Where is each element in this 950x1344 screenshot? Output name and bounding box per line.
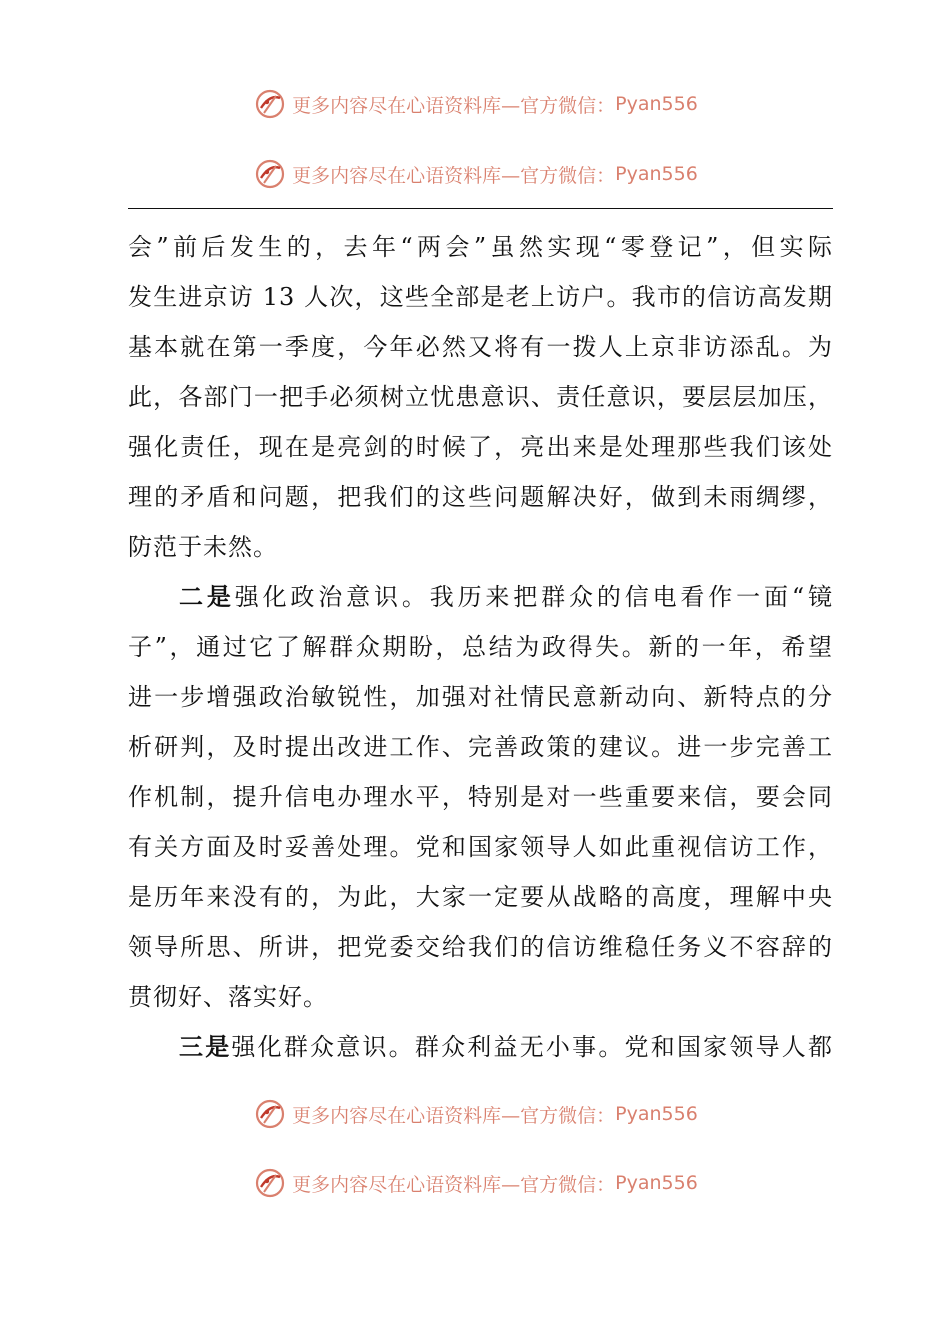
text-line: 强化责任，现在是亮剑的时候了，亮出来是处理那些我们该处 [128, 433, 833, 461]
text-line: 会”前后发生的，去年“两会”虽然实现“零登记”，但实际 [128, 233, 833, 261]
paragraph-first-line [128, 572, 833, 622]
watermark-text: 更多内容尽在心语资料库—官方微信： [292, 94, 616, 117]
paragraph-first-line [128, 1022, 833, 1072]
seal-logo-icon [252, 1165, 288, 1201]
watermark-banner [0, 1094, 950, 1134]
watermark-wechat-id: Pyan556 [615, 163, 698, 185]
watermark-banner [0, 84, 950, 124]
watermark-wechat-id: Pyan556 [615, 1103, 698, 1125]
text-line: 贯彻好、落实好。 [128, 983, 328, 1011]
watermark-wechat-id: Pyan556 [615, 93, 698, 115]
seal-logo-icon [252, 86, 288, 122]
header-divider [128, 208, 833, 209]
seal-logo-icon [252, 156, 288, 192]
text-line: 此，各部门一把手必须树立忧患意识、责任意识，要层层加压， [128, 383, 833, 411]
text-line: 领导所思、所讲，把党委交给我们的信访维稳任务义不容辞的 [128, 933, 833, 961]
paragraph-first-text: 强化群众意识。群众利益无小事。党和国家领导人都 [231, 1033, 834, 1061]
paragraph-lead: 二是 [179, 583, 235, 611]
watermark-banner [0, 154, 950, 194]
text-line: 进一步增强政治敏锐性，加强对社情民意新动向、新特点的分 [128, 683, 833, 711]
text-line: 析研判，及时提出改进工作、完善政策的建议。进一步完善工 [128, 733, 833, 761]
text-line: 发生进京访 13 人次，这些全部是老上访户。我市的信访高发期 [128, 283, 833, 311]
text-line: 基本就在第一季度，今年必然又将有一拨人上京非访添乱。为 [128, 333, 833, 361]
document-body [128, 222, 833, 1072]
watermark-text: 更多内容尽在心语资料库—官方微信： [292, 1104, 616, 1127]
text-line: 子”，通过它了解群众期盼，总结为政得失。新的一年，希望 [128, 633, 833, 661]
seal-logo-icon [252, 1096, 288, 1132]
text-line: 理的矛盾和问题，把我们的这些问题解决好，做到未雨绸缪， [128, 483, 833, 511]
watermark-text: 更多内容尽在心语资料库—官方微信： [292, 164, 616, 187]
watermark-banner [0, 1163, 950, 1203]
paragraph-first-text: 强化政治意识。我历来把群众的信电看作一面“镜 [234, 583, 833, 611]
watermark-text: 更多内容尽在心语资料库—官方微信： [292, 1173, 616, 1196]
text-line: 有关方面及时妥善处理。党和国家领导人如此重视信访工作， [128, 833, 833, 861]
paragraph-lead: 三是 [179, 1033, 232, 1061]
watermark-wechat-id: Pyan556 [615, 1172, 698, 1194]
text-line: 作机制，提升信电办理水平，特别是对一些重要来信，要会同 [128, 783, 833, 811]
text-line: 防范于未然。 [128, 533, 278, 561]
text-line: 是历年来没有的，为此，大家一定要从战略的高度，理解中央 [128, 883, 833, 911]
